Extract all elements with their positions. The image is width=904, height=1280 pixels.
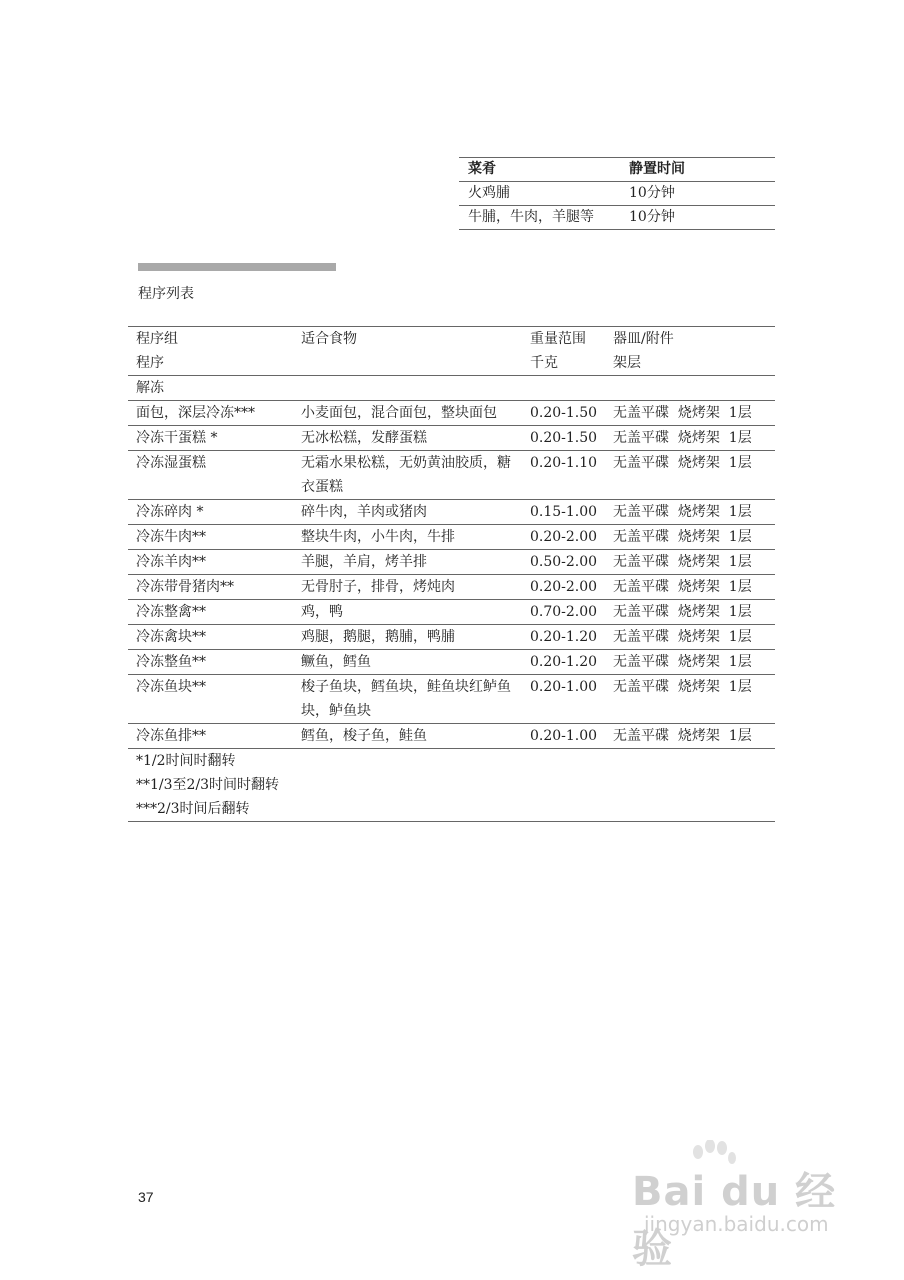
weight-cell: 0.20-2.00 <box>522 525 605 550</box>
dish-cell: 牛脯，牛肉，羊腿等 <box>459 206 620 230</box>
table-row <box>459 182 775 206</box>
header-line: 器皿/附件 <box>613 331 674 347</box>
group-row <box>128 376 775 401</box>
table-row <box>128 600 775 625</box>
watermark-url: jingyan.baidu.com <box>644 1212 829 1236</box>
watermark-brand: Bai du 经验 <box>632 1169 837 1272</box>
program-cell: 冷冻禽块** <box>128 625 293 650</box>
food-cell: 梭子鱼块，鳕鱼块，鲑鱼块红鲈鱼块，鲈鱼块 <box>293 675 522 724</box>
table-row <box>128 625 775 650</box>
dish-cell: 火鸡脯 <box>459 182 620 206</box>
table-header-row <box>459 158 775 182</box>
program-cell: 冷冻羊肉** <box>128 550 293 575</box>
footnotes-row <box>128 749 775 822</box>
food-cell: 整块牛肉，小牛肉，牛排 <box>293 525 522 550</box>
page-number: 37 <box>138 1189 154 1205</box>
column-header-accessory <box>605 327 775 376</box>
table-row <box>128 575 775 600</box>
footnote: **1/3至2/3时间时翻转 <box>136 777 280 793</box>
program-cell: 冷冻湿蛋糕 <box>128 451 293 500</box>
food-cell: 鳜鱼，鳕鱼 <box>293 650 522 675</box>
table-row <box>128 401 775 426</box>
accessory-cell: 无盖平碟 烧烤架 1层 <box>605 724 775 749</box>
program-cell: 冷冻带骨猪肉** <box>128 575 293 600</box>
column-header-food: 适合食物 <box>293 327 522 376</box>
column-header-dish: 菜肴 <box>459 158 620 182</box>
weight-cell: 0.15-1.00 <box>522 500 605 525</box>
column-header-rest-time: 静置时间 <box>620 158 775 182</box>
weight-cell: 0.20-1.20 <box>522 625 605 650</box>
weight-cell: 0.20-1.10 <box>522 451 605 500</box>
table-row <box>128 650 775 675</box>
weight-cell: 0.70-2.00 <box>522 600 605 625</box>
accessory-cell: 无盖平碟 烧烤架 1层 <box>605 550 775 575</box>
food-cell: 无冰松糕，发酵蛋糕 <box>293 426 522 451</box>
rest-time-cell: 10分钟 <box>620 182 775 206</box>
accessory-cell: 无盖平碟 烧烤架 1层 <box>605 625 775 650</box>
table-row <box>459 206 775 230</box>
weight-cell: 0.20-1.20 <box>522 650 605 675</box>
program-cell: 冷冻鱼块** <box>128 675 293 724</box>
table-row <box>128 724 775 749</box>
food-cell: 无霜水果松糕，无奶黄油胶质，糖衣蛋糕 <box>293 451 522 500</box>
weight-cell: 0.20-1.00 <box>522 675 605 724</box>
food-cell: 无骨肘子，排骨，烤炖肉 <box>293 575 522 600</box>
accessory-cell: 无盖平碟 烧烤架 1层 <box>605 675 775 724</box>
header-line: 程序组 <box>136 331 178 347</box>
accessory-cell: 无盖平碟 烧烤架 1层 <box>605 500 775 525</box>
table-row <box>128 500 775 525</box>
header-line: 程序 <box>136 355 164 371</box>
footnote: ***2/3时间后翻转 <box>136 801 250 817</box>
column-header-program <box>128 327 293 376</box>
program-cell: 面包，深层冷冻*** <box>128 401 293 426</box>
table-row <box>128 426 775 451</box>
weight-cell: 0.20-1.00 <box>522 724 605 749</box>
accessory-cell: 无盖平碟 烧烤架 1层 <box>605 600 775 625</box>
program-cell: 冷冻牛肉** <box>128 525 293 550</box>
program-cell: 冷冻整鱼** <box>128 650 293 675</box>
accessory-cell: 无盖平碟 烧烤架 1层 <box>605 650 775 675</box>
section-divider-bar <box>138 263 336 271</box>
accessory-cell: 无盖平碟 烧烤架 1层 <box>605 451 775 500</box>
watermark <box>624 1140 864 1272</box>
table-row <box>128 451 775 500</box>
table-row <box>128 675 775 724</box>
program-cell: 冷冻碎肉 * <box>128 500 293 525</box>
footnotes <box>128 749 775 822</box>
header-line: 架层 <box>613 355 641 371</box>
header-line: 重量范围 <box>530 331 586 347</box>
column-header-weight <box>522 327 605 376</box>
food-cell: 小麦面包，混合面包，整块面包 <box>293 401 522 426</box>
section-title: 程序列表 <box>138 286 194 302</box>
food-cell: 碎牛肉，羊肉或猪肉 <box>293 500 522 525</box>
table-row <box>128 550 775 575</box>
weight-cell: 0.20-1.50 <box>522 401 605 426</box>
resting-time-table <box>459 157 775 230</box>
food-cell: 羊腿，羊肩，烤羊排 <box>293 550 522 575</box>
group-label: 解冻 <box>128 376 775 401</box>
program-cell: 冷冻鱼排** <box>128 724 293 749</box>
weight-cell: 0.20-2.00 <box>522 575 605 600</box>
table-row <box>128 525 775 550</box>
footnote: *1/2时间时翻转 <box>136 753 236 769</box>
food-cell: 鸡，鸭 <box>293 600 522 625</box>
rest-time-cell: 10分钟 <box>620 206 775 230</box>
weight-cell: 0.50-2.00 <box>522 550 605 575</box>
program-table <box>128 326 775 822</box>
accessory-cell: 无盖平碟 烧烤架 1层 <box>605 426 775 451</box>
food-cell: 鸡腿，鹅腿，鹅脯，鸭脯 <box>293 625 522 650</box>
accessory-cell: 无盖平碟 烧烤架 1层 <box>605 401 775 426</box>
accessory-cell: 无盖平碟 烧烤架 1层 <box>605 575 775 600</box>
header-line: 千克 <box>530 355 558 371</box>
accessory-cell: 无盖平碟 烧烤架 1层 <box>605 525 775 550</box>
food-cell: 鳕鱼，梭子鱼，鲑鱼 <box>293 724 522 749</box>
program-cell: 冷冻整禽** <box>128 600 293 625</box>
program-cell: 冷冻干蛋糕 * <box>128 426 293 451</box>
weight-cell: 0.20-1.50 <box>522 426 605 451</box>
table-header-row <box>128 327 775 376</box>
